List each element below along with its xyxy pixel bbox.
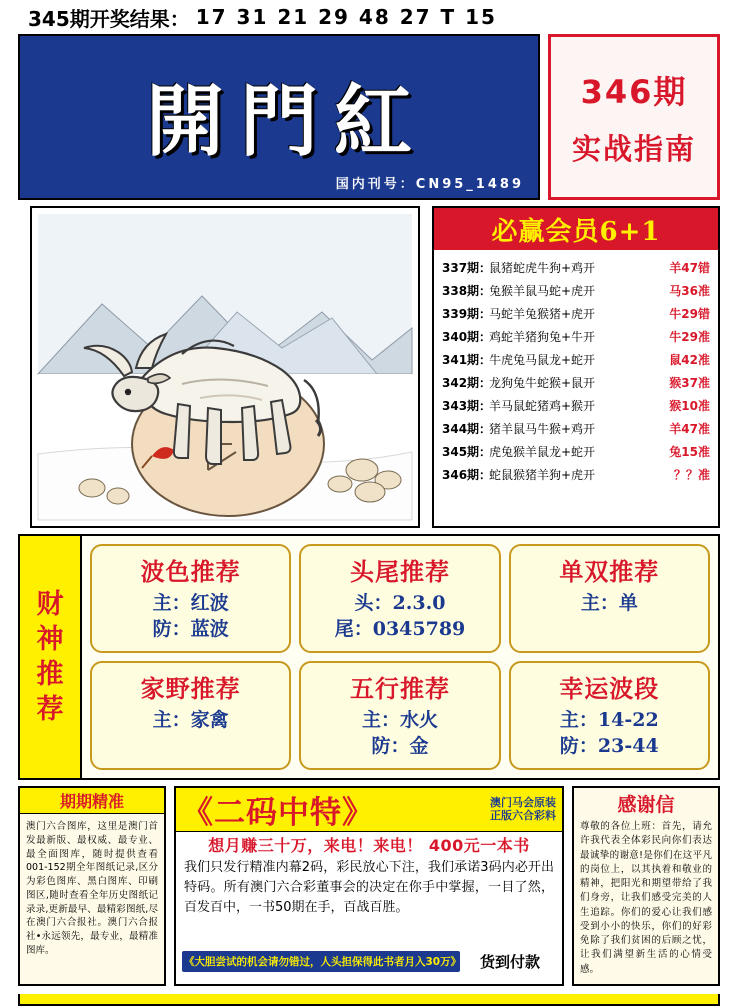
row-issue: 341期： [442, 353, 492, 367]
card-title: 波色推荐 [140, 557, 241, 586]
table-row [442, 463, 710, 486]
member-history-list [434, 250, 718, 486]
header-blue-panel [18, 34, 540, 200]
row-result: 兔15准 [669, 445, 710, 459]
row-result: 猴10准 [669, 399, 710, 413]
draw-result-line [0, 0, 738, 34]
row-body: 猪羊鼠马牛猴+鸡开 [489, 422, 596, 436]
library-info-text: 澳门六合图库，这里是澳门首发最新版、最权威、最专业、最全面图库，随时提供查看001-152期全年图纸记录,区分为彩色图库、黑白图库、印刷图区,随时查看全年历史图纸记录录,更新最早、最精彩图纸,尽在澳门六合报社。澳门六合报社•永远领先，最专业，最精准图库。 [26, 821, 158, 956]
side-char-4: 荐 [36, 694, 64, 725]
row-result: 鼠42准 [669, 353, 710, 367]
advertisement-title: 《二码中特》 [182, 795, 374, 831]
row-result: 羊47错 [669, 261, 710, 275]
header-issue-panel [548, 34, 720, 200]
bottom-yellow-bar [18, 994, 720, 1006]
row-body: 龙狗兔牛蛇猴+鼠开 [489, 376, 596, 390]
card-line: 主：家禽 [152, 709, 229, 731]
row-issue: 340期： [442, 330, 492, 344]
cash-on-delivery-label: 货到付款 [479, 952, 540, 971]
row-body: 牛虎兔马鼠龙+蛇开 [489, 353, 596, 367]
advertisement-slogan: 想月赚三十万，来电！来电！ 400元一本书 [208, 835, 530, 855]
draw-result-label: 345期开奖结果： [28, 6, 190, 31]
library-info-panel [18, 786, 166, 986]
card-oddeven-recommendation [509, 544, 710, 653]
row-body: 兔猴羊鼠马蛇+虎开 [489, 284, 596, 298]
card-color-recommendation [90, 544, 291, 653]
card-line: 防：23-44 [559, 734, 659, 757]
table-row [442, 440, 710, 463]
origin-line-1: 澳门马会原装 [490, 795, 556, 809]
issue-number: 346期 [580, 72, 688, 111]
card-line: 主：水火 [361, 709, 438, 731]
row-result: 马36准 [669, 284, 710, 298]
row-issue: 343期： [442, 399, 492, 413]
recommendation-section [18, 534, 720, 780]
card-line: 防：蓝波 [152, 617, 229, 640]
middle-section [18, 206, 720, 528]
advertisement-panel [174, 786, 564, 986]
side-char-1: 财 [36, 589, 64, 620]
card-headtail-recommendation [299, 544, 500, 653]
row-body: 虎兔猴羊鼠龙+蛇开 [489, 445, 596, 459]
side-char-3: 推 [36, 659, 64, 690]
card-title: 幸运波段 [559, 674, 660, 703]
card-title: 家野推荐 [140, 674, 241, 703]
advertisement-origin [490, 797, 556, 822]
draw-result-numbers: 17 31 21 29 48 27 T 15 [195, 5, 497, 29]
card-title: 头尾推荐 [349, 557, 450, 586]
bull-on-rock-illustration [32, 208, 418, 526]
advertisement-body: 我们只发行精准内幕2码，彩民放心下注，我们承诺3码内必开出特码。所有澳门六合彩董事会的决定在你手中掌握，一目了然，百发百中，一书50期在手，百战百胜。 [184, 860, 554, 916]
row-body: 蛇鼠猴猪羊狗+虎开 [489, 468, 596, 482]
page-title: 開門紅 [145, 76, 428, 167]
row-issue: 346期： [442, 468, 492, 482]
table-row [442, 371, 710, 394]
publication-number: 国内刊号：CN95_1489 [335, 177, 524, 192]
table-row [442, 279, 710, 302]
card-line: 主：红波 [152, 592, 229, 614]
library-info-title: 期期精准 [20, 788, 164, 814]
member-panel [432, 206, 720, 528]
table-row [442, 394, 710, 417]
row-body: 羊马鼠蛇猪鸡+猴开 [489, 399, 596, 413]
advertisement-footer [176, 944, 562, 984]
table-row [442, 256, 710, 279]
origin-line-2: 正版六合彩料 [490, 808, 556, 822]
table-row [442, 417, 710, 440]
row-body: 马蛇羊兔猴猪+虎开 [489, 307, 596, 321]
row-result: 猴37准 [669, 376, 710, 390]
row-body: 鸡蛇羊猪狗兔+牛开 [489, 330, 596, 344]
card-title: 五行推荐 [349, 674, 450, 703]
table-row [442, 325, 710, 348]
row-result: 羊47准 [669, 422, 710, 436]
card-domesticwild-recommendation [90, 661, 291, 770]
bottom-section [18, 786, 720, 994]
row-result: ？？准 [673, 468, 710, 482]
header-band [18, 34, 720, 200]
row-issue: 339期： [442, 307, 492, 321]
recommendation-side-label [20, 536, 82, 778]
row-result: 牛29错 [669, 307, 710, 321]
thanks-letter-panel [572, 786, 720, 986]
row-issue: 344期： [442, 422, 492, 436]
recommendation-grid [82, 536, 718, 778]
guide-title: 实战指南 [571, 131, 696, 166]
card-line: 尾：0345789 [334, 617, 466, 640]
side-char-2: 神 [36, 624, 64, 655]
row-issue: 345期： [442, 445, 492, 459]
thanks-letter-title: 感谢信 [617, 793, 675, 816]
card-line: 主：单 [580, 592, 638, 614]
advertisement-header [176, 788, 562, 832]
card-luckyrange-recommendation [509, 661, 710, 770]
card-line: 头：2.3.0 [354, 592, 446, 614]
thanks-letter-text: 尊敬的各位上班：首先，请允许我代表全体彩民向你们表达最诚挚的谢意!是你们在这平凡的岗位上，以其执着和敬业的精神，把阳光和期望带给了我们身旁，让我们感受完美的人生追踪。你们的爱心让我们感受到小小的快乐，你们的好彩免除了我们贫困的后顾之忧，让我们满望新生活的心情受感。 [580, 821, 712, 975]
card-line: 防：金 [371, 734, 429, 757]
row-result: 牛29准 [669, 330, 710, 344]
card-line: 主：14-22 [559, 709, 659, 731]
table-row [442, 348, 710, 371]
illustration-frame [30, 206, 420, 528]
row-issue: 342期： [442, 376, 492, 390]
row-issue: 338期： [442, 284, 492, 298]
row-body: 鼠猪蛇虎牛狗+鸡开 [489, 261, 596, 275]
table-row [442, 302, 710, 325]
member-panel-title: 必赢会员6+1 [434, 208, 718, 250]
row-issue: 337期： [442, 261, 492, 275]
advertisement-footnote: 《大胆尝试的机会请勿错过，人头担保得此书者月入30万》 [182, 951, 460, 972]
card-title: 单双推荐 [559, 557, 660, 586]
card-fiveelements-recommendation [299, 661, 500, 770]
